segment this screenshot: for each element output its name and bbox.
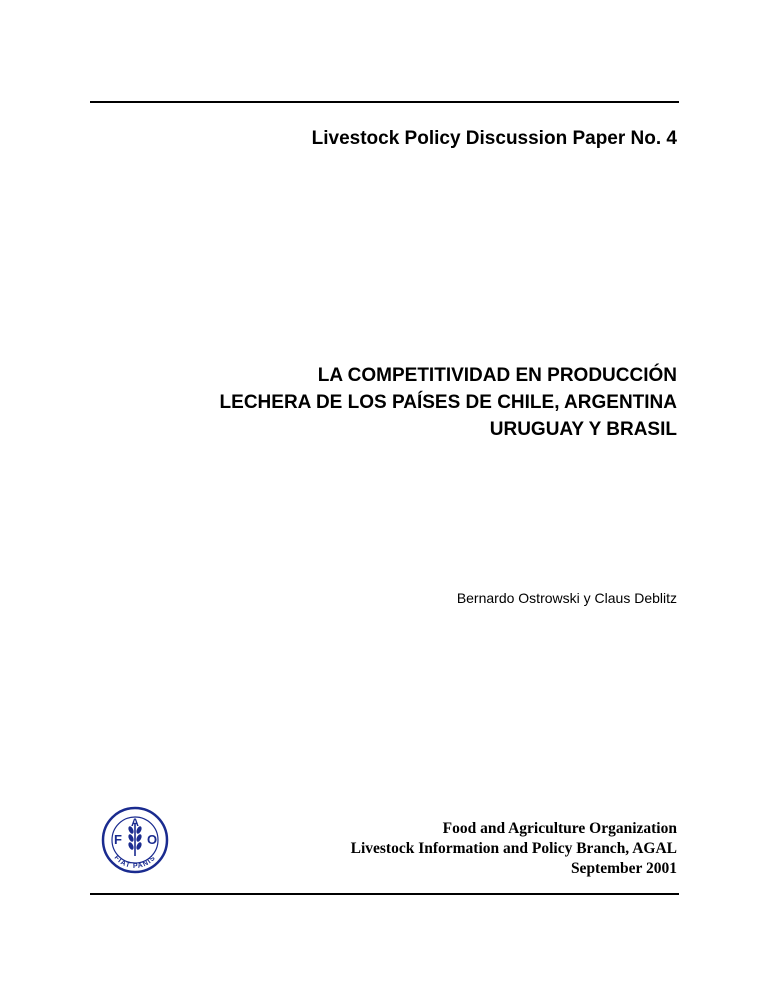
top-rule <box>90 101 679 103</box>
series-title: Livestock Policy Discussion Paper No. 4 <box>311 128 677 149</box>
publisher-block <box>351 819 677 879</box>
publication-date: September 2001 <box>570 860 677 877</box>
title-line-3: URUGUAY Y BRASIL <box>489 419 677 440</box>
svg-text:F: F <box>114 832 122 847</box>
title-line-1: LA COMPETITIVIDAD EN PRODUCCIÓN <box>317 365 677 386</box>
svg-text:FIAT PANIS: FIAT PANIS <box>112 854 158 871</box>
authors: Bernardo Ostrowski y Claus Deblitz <box>456 590 677 606</box>
publisher-organization: Food and Agriculture Organization <box>442 820 677 837</box>
fao-logo-icon <box>101 806 169 874</box>
bottom-rule <box>90 893 679 895</box>
svg-text:O: O <box>146 832 158 847</box>
svg-text:A: A <box>131 817 139 829</box>
title-line-2: LECHERA DE LOS PAÍSES DE CHILE, ARGENTINA <box>219 392 677 413</box>
document-title <box>220 362 677 443</box>
publisher-branch: Livestock Information and Policy Branch, AGAL <box>350 840 677 857</box>
